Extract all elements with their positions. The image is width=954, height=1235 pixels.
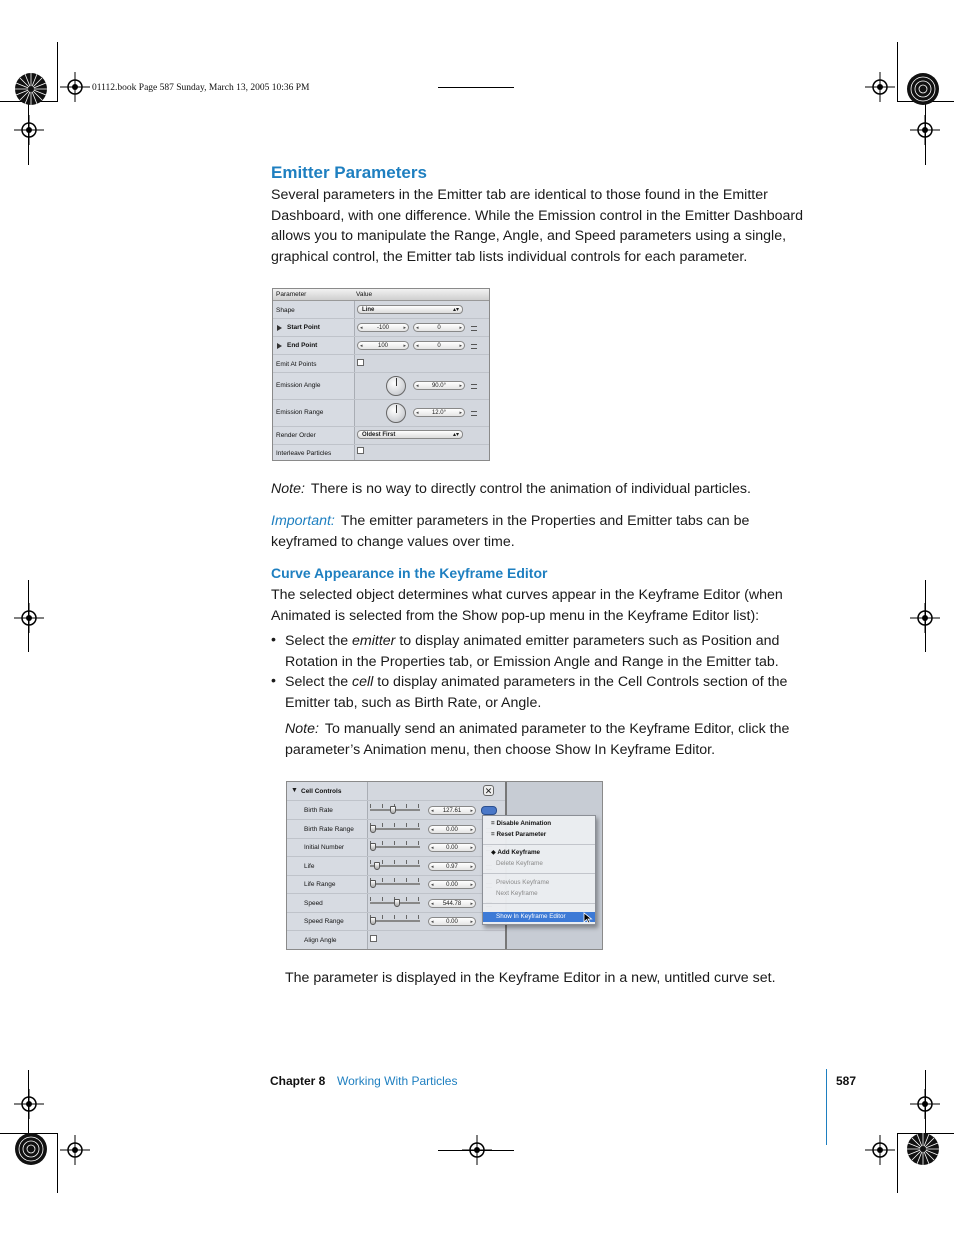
animation-menu-button[interactable] [481, 806, 497, 815]
starburst-target-icon [14, 1132, 48, 1166]
end-point-label: End Point [287, 342, 318, 349]
value-slider[interactable] [370, 804, 420, 814]
row-label: Speed Range [304, 918, 344, 925]
crosshair-target-icon [60, 1135, 90, 1165]
panel-header [273, 289, 489, 301]
minus-icon: = [491, 820, 497, 827]
bullet-icon: • [271, 673, 276, 689]
table-row [287, 857, 505, 876]
value-field[interactable]: ◂ 0.00 ▸ [428, 825, 476, 834]
value-field[interactable]: ◂ 0.00 ▸ [428, 917, 476, 926]
value-field[interactable]: ◂ 0.97 ▸ [428, 862, 476, 871]
crosshair-target-icon [865, 1135, 895, 1165]
row-label: Speed [304, 899, 323, 907]
emission-range-row [273, 400, 489, 427]
interleave-checkbox[interactable] [357, 447, 364, 454]
crosshair-target-icon [14, 1089, 44, 1119]
emission-angle-field[interactable]: ◂ 90.0° ▸ [413, 381, 465, 390]
animation-menu-icon[interactable] [471, 411, 477, 416]
menu-separator [483, 873, 595, 874]
important-label: Important: [271, 513, 335, 529]
subheading: Curve Appearance in the Keyframe Editor [271, 565, 548, 581]
animation-menu [482, 815, 596, 925]
menu-item-reset-parameter[interactable]: = Reset Parameter [491, 831, 547, 838]
emission-range-dial[interactable] [386, 403, 406, 423]
menu-item-show-in-keyframe-editor[interactable]: Show In Keyframe Editor [496, 913, 566, 920]
value-field[interactable]: ◂ 0.00 ▸ [428, 880, 476, 889]
value-field[interactable]: ◂ 0.00 ▸ [428, 843, 476, 852]
note-1: Note: There is no way to directly control the animation of individual particles. [271, 481, 751, 497]
start-point-label: Start Point [287, 324, 320, 331]
emission-range-field[interactable]: ◂ 12.0° ▸ [413, 408, 465, 417]
menu-item-previous-keyframe[interactable]: Previous Keyframe [496, 879, 550, 886]
shape-row [273, 301, 489, 319]
row-label: Birth Rate [304, 807, 333, 814]
menu-item-next-keyframe[interactable]: Next Keyframe [496, 890, 538, 897]
cell-controls-header [287, 782, 505, 801]
interleave-label: Interleave Particles [276, 450, 332, 457]
start-y-field[interactable]: ◂ 0 ▸ [413, 323, 465, 332]
diamond-icon: ◆ [491, 849, 498, 856]
end-x-field[interactable]: ◂ 100 ▸ [357, 341, 409, 350]
table-row [287, 838, 505, 857]
render-order-label: Render Order [276, 432, 316, 439]
starburst-target-icon [906, 1132, 940, 1166]
menu-item-add-keyframe[interactable]: ◆ Add Keyframe [491, 849, 541, 856]
row-label: Life [304, 862, 315, 870]
menu-separator [483, 844, 595, 845]
crosshair-target-icon [14, 115, 44, 145]
crosshair-target-icon [60, 72, 90, 102]
table-row [287, 820, 505, 839]
close-icon[interactable]: ✕ [484, 786, 493, 796]
start-point-row [273, 319, 489, 337]
menu-item-delete-keyframe[interactable]: Delete Keyframe [496, 860, 543, 867]
table-row [287, 801, 505, 820]
section-heading: Emitter Parameters [271, 163, 427, 182]
result-paragraph: The parameter is displayed in the Keyframe Editor in a new, untitled curve set. [285, 970, 776, 986]
note-label: Note: [285, 721, 319, 737]
render-order-popup[interactable]: Oldest First ▴▾ [357, 430, 463, 439]
minus-icon: = [491, 831, 497, 838]
starburst-target-icon [14, 72, 48, 106]
value-slider[interactable] [370, 897, 420, 907]
crosshair-target-icon [865, 72, 895, 102]
bullet-item-2: Select the cell to display animated parameters in the Cell Controls section of the Emitter tab, such as Birth Rate, or Angle. [285, 674, 788, 711]
row-label: Life Range [304, 881, 336, 888]
crosshair-target-icon [910, 115, 940, 145]
table-row [287, 875, 505, 894]
bullet-item-1: Select the emitter to display animated emitter parameters such as Position and Rotation in the Properties tab, or Emission Angle and Range in the Emitter tab. [285, 633, 780, 670]
table-row [287, 931, 505, 950]
end-y-field[interactable]: ◂ 0 ▸ [413, 341, 465, 350]
popup-arrows-icon: ▴▾ [452, 307, 459, 313]
value-slider[interactable] [370, 823, 420, 833]
emission-angle-row [273, 373, 489, 400]
disclosure-triangle-icon[interactable] [277, 343, 282, 349]
header-value: Value [356, 291, 373, 298]
disclosure-open-icon[interactable]: ▼ [291, 787, 298, 794]
menu-item-disable-animation[interactable]: = Disable Animation [491, 820, 552, 827]
shape-popup[interactable]: Line ▴▾ [357, 305, 463, 314]
emitter-parameters-panel [272, 288, 490, 461]
header-parameter: Parameter [276, 291, 307, 298]
emit-at-points-row [273, 355, 489, 373]
shape-label: Shape [276, 307, 295, 314]
end-point-row [273, 337, 489, 355]
value-field[interactable]: ◂ 544.78 ▸ [428, 899, 476, 908]
footer-rule [826, 1069, 827, 1145]
note-label: Note: [271, 481, 305, 497]
popup-arrows-icon: ▴▾ [452, 432, 459, 438]
cell-controls-panel [286, 781, 603, 950]
value-slider[interactable] [370, 878, 420, 888]
mouse-pointer-icon [583, 912, 593, 924]
render-order-row [273, 427, 489, 445]
animation-menu-icon[interactable] [471, 326, 477, 331]
curve-paragraph: The selected object determines what curves appear in the Keyframe Editor (when Animated is selected from the Show pop-up menu in the Keyframe Editor list): [271, 587, 783, 624]
footer-chapter: Chapter 8 [270, 1074, 326, 1088]
emission-range-label: Emission Range [276, 409, 324, 416]
menu-separator [483, 903, 595, 904]
animation-menu-icon[interactable] [471, 384, 477, 389]
cell-controls-title: Cell Controls [301, 788, 342, 795]
crosshair-target-icon [910, 603, 940, 633]
footer-chapter-title: Working With Particles [337, 1074, 458, 1088]
table-row [287, 894, 505, 913]
table-row [287, 912, 505, 931]
start-x-field[interactable]: ◂ -100 ▸ [357, 323, 409, 332]
important-note: Important: The emitter parameters in the Properties and Emitter tabs can be keyframed to change values over time. [271, 513, 750, 550]
animation-menu-icon[interactable] [471, 344, 477, 349]
value-slider[interactable] [370, 841, 420, 851]
row-label: Initial Number [304, 844, 345, 851]
bullet-icon: • [271, 632, 276, 648]
value-slider[interactable] [370, 915, 420, 925]
page-number: 587 [836, 1074, 857, 1088]
emit-at-points-label: Emit At Points [276, 361, 317, 368]
note-2: Note: To manually send an animated parameter to the Keyframe Editor, click the parameter’s Animation menu, then choose Show In Keyframe Editor. [285, 721, 790, 758]
value-field[interactable]: ◂ 127.61 ▸ [428, 806, 476, 815]
emission-angle-dial[interactable] [386, 376, 406, 396]
row-label: Birth Rate Range [304, 825, 354, 833]
value-slider[interactable] [370, 860, 420, 870]
emit-at-points-checkbox[interactable] [357, 359, 364, 366]
crosshair-target-icon [462, 1135, 492, 1165]
starburst-target-icon [906, 72, 940, 106]
emission-angle-label: Emission Angle [276, 382, 321, 389]
intro-paragraph: Several parameters in the Emitter tab are identical to those found in the Emitter Dashboard, with one difference. While the Emission control in the Emitter Dashboard allows you to manipulate the Range, Angle, and Speed parameters using a single, graphical control, the Emitter tab lists individual controls for each parameter. [271, 187, 804, 265]
align-angle-checkbox[interactable] [370, 935, 377, 942]
disclosure-triangle-icon[interactable] [277, 325, 282, 331]
print-slug: 01112.book Page 587 Sunday, March 13, 2005 10:36 PM [92, 83, 310, 93]
crosshair-target-icon [910, 1089, 940, 1119]
interleave-row [273, 445, 489, 460]
row-label: Align Angle [304, 936, 337, 944]
crosshair-target-icon [14, 603, 44, 633]
